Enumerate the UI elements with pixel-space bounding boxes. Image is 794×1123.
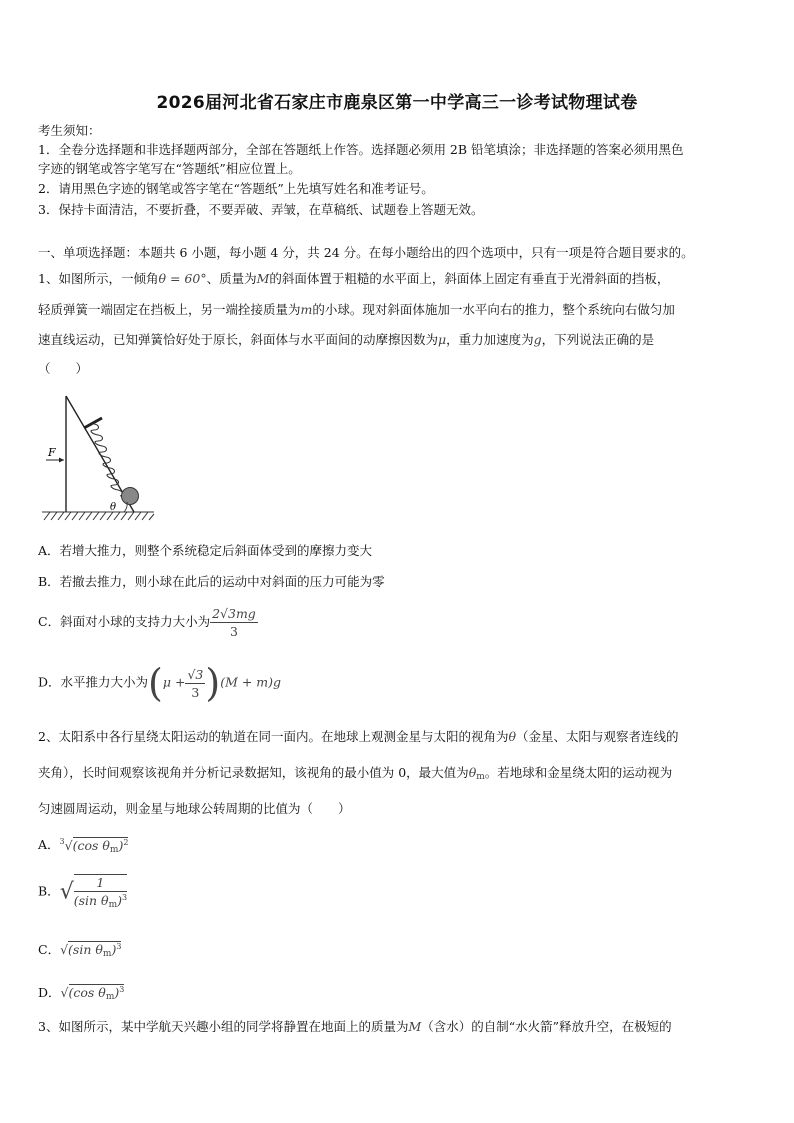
q3-line-1: 3、如图所示，某中学航天兴趣小组的同学将静置在地面上的质量为M（含水）的自制“水火箭”释放升空，在极短的: [38, 1019, 672, 1034]
q2-line-3: 匀速圆周运动，则金星与地球公转周期的比值为（ ）: [38, 801, 351, 816]
q1-line-1: 1、如图所示，一倾角θ = 60°、质量为M的斜面体置于粗糙的水平面上，斜面体上固定有垂直于光滑斜面的挡板，: [38, 271, 670, 286]
q1-g: g: [533, 332, 542, 347]
q1-m: m: [300, 302, 313, 317]
q1-M: M: [256, 271, 270, 286]
q1-option-d: D．水平推力大小为(μ + $\frac{√3}{3}$ )(M + m)g: [38, 661, 282, 705]
baffle-plate: [84, 418, 102, 428]
notice-item-1-cont: 字迹的钢笔或答字笔写在“答题纸”相应位置上。: [38, 161, 301, 176]
notice-item-1: 1．全卷分选择题和非选择题两部分，全部在答题纸上作答。选择题必须用 2B 铅笔填涂；非选择题的答案必须用黑色: [38, 142, 684, 157]
q1-option-b: B．若撤去推力，则小球在此后的运动中对斜面的压力可能为零: [38, 574, 385, 589]
q1-theta-eq: θ = 60°: [158, 271, 207, 286]
q1-answer-blank: （ ）: [38, 361, 89, 376]
q1-option-c-fraction: $\frac{2√3mg}{3}$: [212, 606, 256, 639]
q2-option-c: C．√(sin θm)$^3$: [38, 941, 122, 960]
notice-item-3: 3．保持卡面清洁，不要折叠，不要弄破、弄皱，在草稿纸、试题卷上答题无效。: [38, 202, 484, 217]
q1-line-3: 速直线运动，已知弹簧恰好处于原长，斜面体与水平面间的动摩擦因数为μ，重力加速度为g，下列说法正确的是: [38, 332, 655, 347]
page-title: 2026届河北省石家庄市鹿泉区第一中学高三一诊考试物理试卷: [156, 93, 638, 113]
incline-spring-figure: [38, 386, 158, 526]
notice-heading: 考生须知：: [38, 123, 101, 138]
force-label: F: [48, 446, 56, 459]
q2-line-1: 2、太阳系中各行星绕太阳运动的轨道在同一面内。在地球上观测金星与太阳的视角为θ（金星、太阳与观察者连线的: [38, 729, 679, 744]
ball: [122, 488, 139, 505]
q2-line-2: 夹角），长时间观察该视角并分析记录数据知，该视角的最小值为 0，最大值为θm。若地球和金星绕太阳的运动视为: [38, 765, 673, 782]
q2-option-d: D．√(cos θm)$^3$: [38, 984, 125, 1003]
q1-option-a: A．若增大推力，则整个系统稳定后斜面体受到的摩擦力变大: [38, 543, 373, 558]
q1-option-d-fraction: $\frac{√3}{3}$: [187, 666, 204, 700]
q2-option-b: B．√ $\frac{1}{(\sin \theta m)^3}$: [38, 875, 128, 911]
section-heading: 一、单项选择题：本题共 6 小题，每小题 4 分，共 24 分。在每小题给出的四个选项中，只有一项是符合题目要求的。: [38, 245, 694, 260]
notice-item-2: 2．请用黑色字迹的钢笔或答字笔在“答题纸”上先填写姓名和准考证号。: [38, 181, 434, 196]
q1-mu: μ: [438, 332, 447, 347]
angle-label: θ: [110, 502, 117, 513]
ground-hatch: [42, 512, 154, 520]
q2-option-a: A．$^3$√(cos θm)$^2$: [38, 836, 129, 855]
q1-option-c: C．斜面对小球的支持力大小为 $\frac{2√3mg}{3}$: [38, 606, 256, 639]
q1-line-2: 轻质弹簧一端固定在挡板上，另一端拴接质量为m的小球。现对斜面体施加一水平向右的推力，整个系统向右做匀加: [38, 302, 675, 317]
